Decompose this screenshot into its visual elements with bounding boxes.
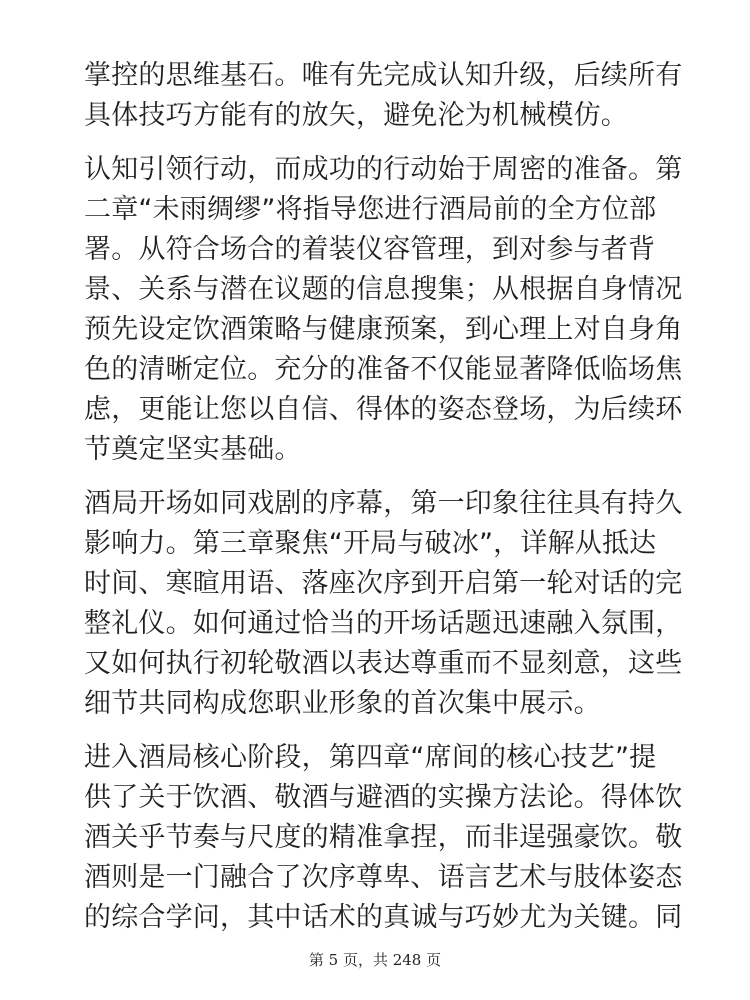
text-line: 景、关系与潜在议题的信息搜集；从根据自身情况: [84, 274, 683, 305]
text-line: 预先设定饮酒策略与健康预案，到心理上对自身角: [84, 314, 683, 345]
text-line: 酒则是一门融合了次序尊卑、语言艺术与肢体姿态: [84, 862, 683, 893]
text-line: 二章“未雨绸缪”将指导您进行酒局前的全方位部: [84, 194, 657, 225]
paragraph-4: [84, 738, 683, 938]
page-number-footer: 第 5 页，共 248 页: [308, 951, 442, 969]
paragraph-2: [84, 150, 683, 470]
text-line: 色的清晰定位。充分的准备不仅能显著降低临场焦: [84, 354, 683, 385]
text-line: 供了关于饮酒、敬酒与避酒的实操方法论。得体饮: [84, 782, 683, 813]
text-line: 虑，更能让您以自信、得体的姿态登场，为后续环: [84, 394, 683, 425]
text-line: 的综合学问，其中话术的真诚与巧妙尤为关键。同: [84, 902, 683, 933]
text-line: 又如何执行初轮敬酒以表达尊重而不显刻意，这些: [84, 648, 683, 679]
text-line: 时间、寒暄用语、落座次序到开启第一轮对话的完: [84, 568, 683, 599]
text-line: 掌控的思维基石。唯有先完成认知升级，后续所有: [84, 60, 683, 91]
text-line: 酒关乎节奏与尺度的精准拿捏，而非逞强豪饮。敬: [84, 822, 683, 853]
text-line: 细节共同构成您职业形象的首次集中展示。: [84, 688, 601, 719]
paragraph-1: [84, 56, 683, 136]
text-line: 酒局开场如同戏剧的序幕，第一印象往往具有持久: [84, 488, 683, 519]
document-body: [84, 56, 683, 952]
text-line: 整礼仪。如何通过恰当的开场话题迅速融入氛围，: [84, 608, 683, 639]
text-line: 认知引领行动，而成功的行动始于周密的准备。第: [84, 154, 683, 185]
text-line: 影响力。第三章聚焦“开局与破冰”，详解从抵达: [84, 528, 657, 559]
paragraph-3: [84, 484, 683, 724]
text-line: 署。从符合场合的着装仪容管理，到对参与者背: [84, 234, 656, 265]
text-line: 具体技巧方能有的放矢，避免沦为机械模仿。: [84, 100, 628, 131]
text-line: 进入酒局核心阶段，第四章“席间的核心技艺”提: [84, 742, 657, 773]
text-line: 节奠定坚实基础。: [84, 434, 302, 465]
